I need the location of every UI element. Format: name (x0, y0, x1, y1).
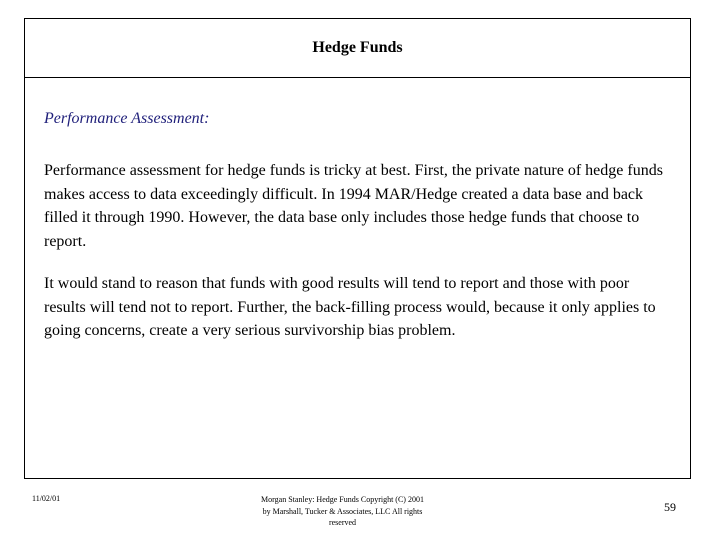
page-number: 59 (664, 500, 676, 514)
body-paragraph-1: Performance assessment for hedge funds is tricky at best. First, the private nature of hedge funds makes access to data exceedingly difficult. In 1994 MAR/Hedge created a data base and back filled it through 1990. However, the data base only includes those hedge funds that choose to report. (44, 162, 663, 250)
footer-date: 11/02/01 (32, 494, 61, 503)
footer-copyright (235, 494, 450, 529)
footer-copyright-line-1: Morgan Stanley: Hedge Funds Copyright (C) 2001 (261, 495, 424, 504)
footer-copyright-line-3: reserved (328, 518, 357, 527)
footer-copyright-line-2: by Marshall, Tucker & Associates, LLC All rights (262, 506, 423, 516)
slide-frame (24, 18, 691, 479)
body-paragraph-2: It would stand to reason that funds with good results will tend to report and those with poor results will tend not to report. Further, the back-filling process would, because it only applies to going concerns, create a very serious survivorship bias problem. (44, 275, 656, 339)
section-heading: Performance Assessment: (44, 110, 210, 127)
slide-title: Hedge Funds (312, 39, 403, 56)
title-divider (25, 77, 690, 78)
